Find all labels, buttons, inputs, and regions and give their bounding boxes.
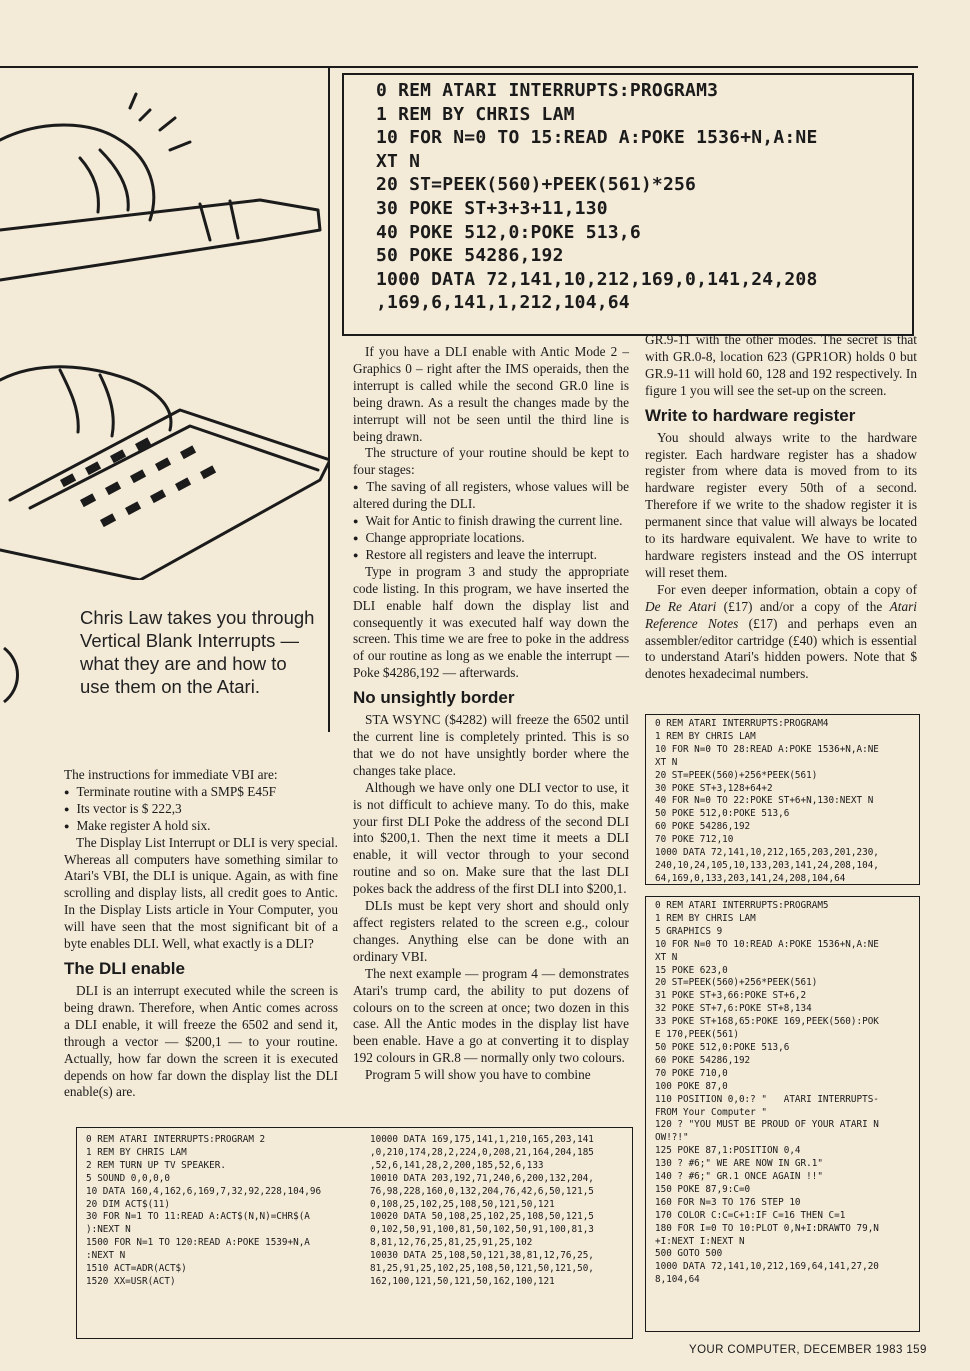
section-heading-dli-enable: The DLI enable [64,958,185,978]
code-line: 1 REM BY CHRIS LAM [376,103,575,125]
hand-typing-on-computer-illustration [0,80,330,580]
paragraph: The next example — program 4 — demonstrates Atari's trump card, the ability to put dozens of colours on to the screen at once; two dozen in this case. All the Antic modes in the display list have been enable. Have a go at converting it to display 192 colours in GR.8 — normally only two colours. [353,965,629,1066]
paragraph: Program 5 will show you have to combine [365,1067,591,1083]
program3-listing [342,73,914,336]
code-line: 1000 DATA 72,141,10,212,165,203,201,230, [655,847,879,859]
code-line: 60 POKE 54286,192 [655,821,751,833]
code-line: 5 GRAPHICS 9 [655,925,723,937]
code-line: ,169,6,141,1,212,104,64 [376,292,630,314]
bullet-item: ● Wait for Antic to finish drawing the current line. [353,513,629,530]
bullet-item: ● Make register A hold six. [64,818,338,835]
section-heading-write-to-hardware-register: Write to hardware register [645,405,856,425]
code-line: XT N [655,756,678,768]
code-line: :NEXT N [86,1250,126,1262]
code-line: 15 POKE 623,0 [655,964,728,976]
code-line: 32 POKE ST+7,6:POKE ST+8,134 [655,1003,812,1015]
code-line: 50 POKE 512,0:POKE 513,6 [655,808,790,820]
code-line: 8,104,64 [655,1274,700,1286]
code-line: 33 POKE ST+168,65:POKE 169,PEEK(560):POK [655,1016,879,1028]
code-line: 1520 XX=USR(ACT) [86,1275,176,1287]
program5-listing [645,896,920,1332]
paragraph: If you have a DLI enable with Antic Mode 2 – Graphics 0 – right after the IMS operaids, then the interrupt is called while the second GR.0 line is being drawn. As a result the changes made by the interrupt will not be seen until the third line is being drawn. [353,344,629,444]
code-line: 30 FOR N=1 TO 11:READ A:ACT$(N,N)=CHR$(A [86,1211,310,1223]
code-line: FROM Your Computer " [655,1106,767,1118]
code-line: 1510 ACT=ADR(ACT$) [86,1263,187,1275]
code-line: OW!?!" [655,1132,689,1144]
code-line: 20 ST=PEEK(560)+256*PEEK(561) [655,977,818,989]
code-line: 60 POKE 54286,192 [655,1054,751,1066]
code-line: 0 REM ATARI INTERRUPTS:PROGRAM5 [655,900,829,911]
program2-listing [76,1127,633,1339]
code-line: 110 POSITION 0,0:? " ATARI INTERRUPTS- [655,1093,879,1105]
bullet-item: ● Its vector is $ 222,3 [64,801,338,818]
code-line: 120 ? "YOU MUST BE PROUD OF YOUR ATARI N [655,1119,879,1131]
code-line: 1 REM BY CHRIS LAM [655,730,756,742]
code-line: 64,169,0,133,203,141,24,208,104,64 [655,872,846,884]
paragraph: GR.9-11 with the other modes. The secret is that with GR.0-8, location 623 (GPR1OR) holds 0 but GR.9-11 will hold 60, 128 and 192 respectively. In figure 1 you will see the set-up on the screen. [645,332,917,398]
bullet-item: ● Change appropriate locations. [353,530,629,547]
code-line: 0 REM ATARI INTERRUPTS:PROGRAM 2 [86,1134,266,1145]
top-rule [0,66,918,68]
paragraph: STA WSYNC ($4282) will freeze the 6502 until the current line is completely printed. This is so that we do not have unsightly border where the changes take place. [353,712,629,778]
bullet-item: ● The saving of all registers, whose values will be altered during the DLI. [353,479,629,513]
code-line: 162,100,121,50,121,50,162,100,121 [370,1275,555,1287]
code-line: 0,102,50,91,100,81,50,102,50,91,100,81,3 [370,1224,594,1236]
code-line: 30 POKE ST+3,128+64+2 [655,782,773,794]
code-line: 1000 DATA 72,141,10,212,169,64,141,27,20 [655,1261,879,1273]
code-line: 180 FOR I=0 TO 10:PLOT 0,N+I:DRAWTO 79,N [655,1222,879,1234]
code-line: 31 POKE ST+3,66:POKE ST+6,2 [655,990,807,1002]
code-line: 1 REM BY CHRIS LAM [655,912,756,924]
code-line: 1500 FOR N=1 TO 120:READ A:POKE 1539+N,A [86,1237,310,1249]
code-line: 5 SOUND 0,0,0,0 [86,1172,170,1184]
text-run: (£17) and/or a copy of the [716,598,890,614]
code-line: ,0,210,174,28,2,224,0,208,21,164,204,185 [370,1146,594,1158]
code-line: ,52,6,141,28,2,200,185,52,6,133 [370,1159,544,1171]
code-line: 10 FOR N=0 TO 15:READ A:POKE 1536+N,A:NE [376,127,818,149]
paragraph: Although we have only one DLI vector to use, it is not difficult to achieve many. To do this, make your first DLI Poke the address of the second DLI into $200,1. Then the next time it meets a DLI enable, it will vector through to your second routine and so on. Make sure that the last DLI pokes back the address of the first DLI into $200,1. [353,779,629,897]
bullet-item: ● Terminate routine with a SMP$ E45F [64,784,338,801]
code-line: 1 REM BY CHRIS LAM [86,1146,187,1158]
code-line: 10 FOR N=0 TO 10:READ A:POKE 1536+N,A:NE [655,938,879,950]
vbi-instructions-intro: The instructions for immediate VBI are: [64,767,278,782]
code-line: 20 ST=PEEK(560)+256*PEEK(561) [655,769,818,781]
code-line: 0 REM ATARI INTERRUPTS:PROGRAM4 [655,718,829,729]
bracket-mark-icon [0,640,30,710]
program4-listing [645,714,920,885]
text-run: (£17) and perhaps even an assembler/editor cartridge (£40) which is essential to understand Atari's hidden powers. Note that $ denotes hexadecimal numbers. [645,615,917,682]
code-line: 100 POKE 87,0 [655,1080,728,1092]
article-intro-caption: Chris Law takes you through Vertical Blank Interrupts — what they are and how to use them on the Atari. [80,607,315,697]
code-line: 0 REM ATARI INTERRUPTS:PROGRAM3 [376,80,719,101]
text-run: For even deeper information, obtain a copy of [657,581,917,597]
code-line: 8,81,12,76,25,81,25,91,25,102 [370,1237,533,1249]
code-line: 10 FOR N=0 TO 28:READ A:POKE 1536+N,A:NE [655,743,879,755]
code-line: 76,98,228,160,0,132,204,76,42,6,50,121,5 [370,1185,594,1197]
paragraph: The Display List Interrupt or DLI is very special. Whereas all computers have something similar to Atari's VBI, the DLI is unique. Again, as with fine scrolling and display lists, all credit goes to Antic. In the Display Lists article in Your Computer, you will have seen that the most significant bit of a byte enables DLI. Well, what exactly is a DLI? [64,834,338,952]
code-line: XT N [655,951,678,963]
program2-left-column [86,1134,321,1289]
code-line: 40 POKE 512,0:POKE 513,6 [376,221,641,243]
code-line: 10000 DATA 169,175,141,1,210,165,203,141 [370,1134,594,1145]
code-line: 50 POKE 54286,192 [376,245,564,267]
code-line: 81,25,91,25,102,25,108,50,121,50,121,50, [370,1263,594,1275]
column-3 [645,332,917,683]
code-line: 70 POKE 712,10 [655,834,734,846]
code-line: 130 ? #6;" WE ARE NOW IN GR.1" [655,1158,823,1170]
code-line: 20 DIM ACT$(11) [86,1198,170,1210]
code-line: 50 POKE 512,0:POKE 513,6 [655,1041,790,1053]
paragraph: The structure of your routine should be kept to four stages: [353,445,629,478]
code-line: +I:NEXT I:NEXT N [655,1235,745,1247]
code-line: 40 FOR N=0 TO 22:POKE ST+6+N,130:NEXT N [655,795,874,807]
code-line: ):NEXT N [86,1224,131,1236]
code-line: 30 POKE ST+3+3+11,130 [376,197,608,219]
code-line: 170 COLOR C:C=C+1:IF C=16 THEN C=1 [655,1209,846,1221]
code-line: 500 GOTO 500 [655,1248,723,1260]
code-line: 10010 DATA 203,192,71,240,6,200,132,204, [370,1172,594,1184]
program2-right-column [370,1134,594,1289]
code-line: 160 FOR N=3 TO 176 STEP 10 [655,1196,801,1208]
page-footer: YOUR COMPUTER, DECEMBER 1983 159 [689,1344,927,1356]
code-line: 10020 DATA 50,108,25,102,25,108,50,121,5 [370,1211,594,1223]
code-line: 10030 DATA 25,108,50,121,38,81,12,76,25, [370,1250,594,1262]
code-line: 70 POKE 710,0 [655,1067,728,1079]
code-line: 2 REM TURN UP TV SPEAKER. [86,1159,226,1171]
code-line: XT N [376,150,421,172]
code-line: 1000 DATA 72,141,10,212,169,0,141,24,208 [376,268,818,290]
paragraph: DLIs must be kept very short and should only affect registers related to the screen e.g., colour changes. Anything else can be done with an ordinary VBI. [353,898,629,964]
code-line: E 170,PEEK(561) [655,1029,739,1041]
paragraph: DLI is an interrupt executed while the screen is being drawn. Therefore, when Antic comes across a DLI enable, it will freeze the 6502 and send it, through a vector — $200,1 — to your routine. Actually, how far down the screen it is executed depends on how far down the display list the DLI enable(s) are. [64,982,338,1100]
code-line: 240,10,24,105,10,133,203,141,24,208,104, [655,859,879,871]
code-line: 20 ST=PEEK(560)+PEEK(561)*256 [376,174,697,196]
paragraph [645,582,917,683]
code-line: 150 POKE 87,9:C=0 [655,1183,751,1195]
code-line: 10 DATA 160,4,162,6,169,7,32,92,228,104,96 [86,1185,322,1197]
book-title: De Re Atari [645,598,717,614]
code-line: 0,108,25,102,25,108,50,121,50,121 [370,1198,555,1210]
paragraph: Type in program 3 and study the appropriate code listing. In this program, we have inserted the DLI enable half down the display list and consequently it was executed half way down the screen. This time we are free to poke in the address of our routine as long as we enable the interrupt — Poke $4286,192 — afterwards. [353,563,629,681]
paragraph: You should always write to the hardware register. Each hardware register has a shadow register from where data is moved from to its hardware register every 50th of a second. Therefore if we write to the shadow register it is permanent since that value will always be located to its hardware equivalent. We have to write to hardware registers instead and the OS interrupt will reset them. [645,429,917,580]
code-line: 125 POKE 87,1:POSITION 0,4 [655,1145,801,1157]
book-title: Atari Reference Notes [645,598,917,631]
code-line: 140 ? #6;" GR.1 ONCE AGAIN !!" [655,1171,823,1183]
section-heading-no-unsightly-border: No unsightly border [353,688,515,708]
column-2 [353,344,629,1084]
column-1 [64,767,338,1101]
bullet-item: ● Restore all registers and leave the interrupt. [353,547,629,564]
